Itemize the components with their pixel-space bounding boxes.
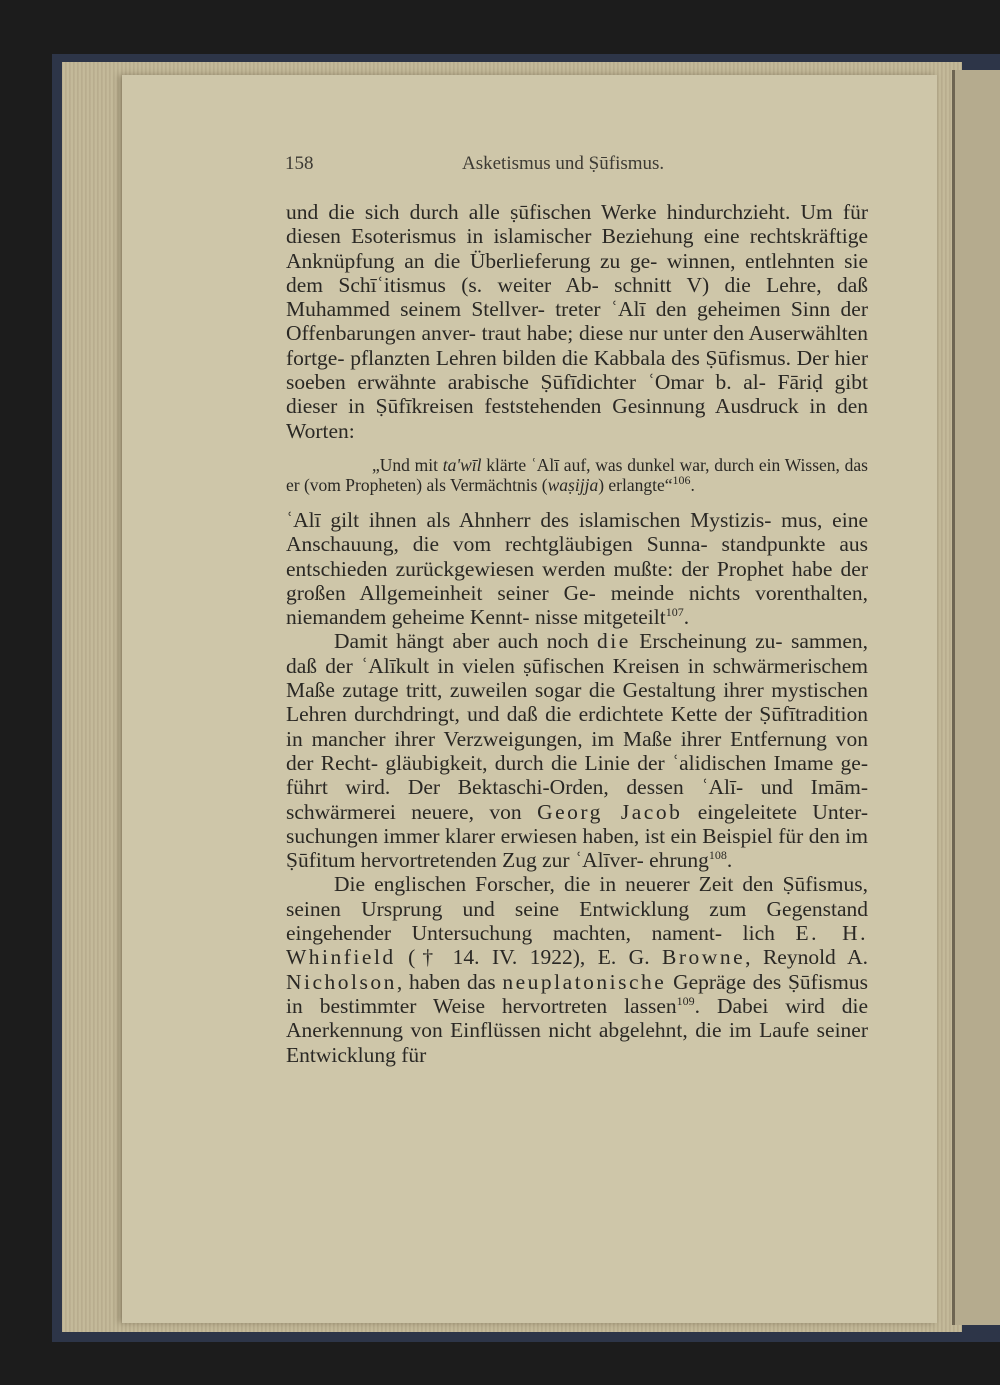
footnote-ref: 106: [672, 473, 691, 488]
spaced-emphasis: neuplatonische: [502, 969, 667, 994]
paragraph-2: [286, 508, 868, 629]
paragraph-1: und die sich durch alle ṣūfischen Werke hindurchzieht. Um für diesen Esoterismus in islamischer Beziehung eine rechtskräftige Anknüpfung an die Überlieferung zu ge- winnen, entlehnten sie dem Schīʿitismus (s. weiter Ab- schnitt V) die Lehre, daß Muhammed seinem Stellver- treter ʿAlī den geheimen Sinn der Offenbarungen anver- traut habe; diese nur unter den Auserwählten fortge- pflanzten Lehren bilden die Kabbala des Ṣūfismus. Der hier soeben erwähnte arabische Ṣūfīdichter ʿOmar b. al- Fāriḍ gibt dieser in Ṣūfīkreisen feststehenden Gesinnung Ausdruck in den Worten:: [286, 200, 868, 443]
paragraph-text: Erscheinung zu- sammen, daß der ʿAlīkult in vielen ṣūfischen Kreisen in schwärmerischem Maße zutage tritt, zuweilen sogar die Gestaltung ihrer mystischen Lehren durchdringt, und daß die erdichtete Kette der Ṣūfītradition in mancher ihrer Verzweigungen, im Maße ihrer Entfernung von der Recht- gläubigkeit, durch die Linie der ʿalidischen Imame ge- führt wird. Der Bektaschi-Orden, dessen ʿAlī- und Imām- schwärmerei neuere, von: [286, 629, 868, 824]
quote-text: .: [690, 475, 695, 496]
paragraph-text: , Reynold A.: [745, 945, 868, 970]
spaced-name: E. H. Whinfield: [286, 921, 868, 970]
paragraph-text: . Dabei wird die Anerkennung von Einflüssen nicht abgelehnt, die im Laufe seiner Entwicklung für: [286, 993, 868, 1067]
paragraph-text: eingeleitete Unter- suchungen immer klarer erwiesen haben, ist ein Beispiel für den im Ṣūfitum hervortretenden Zug zur ʿAlīver- ehrung: [286, 799, 869, 873]
spaced-name: Georg Jacob: [537, 799, 683, 824]
paragraph-text: , haben das: [396, 969, 503, 994]
paragraph-4: [286, 872, 868, 1066]
spaced-emphasis: die: [597, 629, 631, 654]
paragraph-text: ʿAlī gilt ihnen als Ahnherr des islamischen Mystizis- mus, eine Anschauung, die vom rechtgläubigen Sunna- standpunkte aus entschieden zurückgewiesen werden mußte: der Prophet habe der großen Allgemeinheit seiner Ge- meinde nichts vorenthalten, niemandem geheime Kennt- nisse mitgeteilt: [286, 507, 868, 630]
paragraph-text: Die englischen Forscher, die in neuerer Zeit den Ṣūfismus, seinen Ursprung und seine Entwicklung zum Gegenstand eingehender Untersuchung machten, nament- lich: [286, 872, 868, 946]
footnote-ref: 107: [665, 605, 684, 619]
quote-text: klärte ʿAlī auf, was dunkel war, durch ein Wissen, das er (vom Propheten) als Vermächtnis (: [286, 454, 868, 496]
paragraph-text: Gepräge des Ṣūfismus in bestimmter Weise hervortreten lassen: [286, 969, 868, 1018]
quote-term: ta'wīl: [442, 454, 482, 475]
footnote-ref: 109: [676, 993, 695, 1008]
facing-page-edge: [952, 70, 1000, 1325]
paragraph-3: [286, 629, 868, 872]
running-title: Asketismus und Ṣūfismus.: [462, 153, 665, 174]
footnote-ref: 108: [708, 847, 727, 862]
page-header: [285, 153, 685, 183]
paragraph-text: .: [683, 605, 690, 630]
paragraph-text: .: [726, 848, 733, 873]
paragraph-text: Damit hängt aber auch noch: [334, 629, 597, 654]
spaced-name: Browne: [662, 945, 746, 970]
page-number: 158: [285, 153, 314, 174]
quote-text: „Und mit: [372, 454, 443, 475]
block-quote: [286, 455, 868, 496]
text-block: [286, 200, 868, 1067]
spaced-name: Nicholson: [286, 969, 397, 994]
quote-text: ) erlangte“: [598, 475, 673, 496]
quote-term: waṣijja: [547, 475, 599, 496]
paragraph-text: († 14. IV. 1922), E. G.: [395, 945, 663, 970]
